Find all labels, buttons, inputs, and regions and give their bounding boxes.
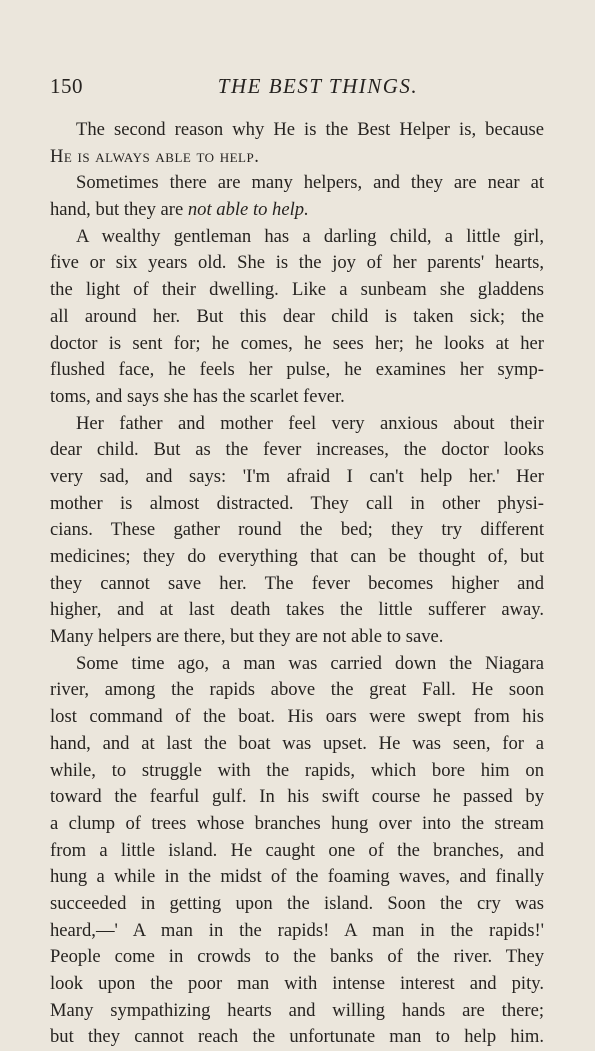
text-fragment: hand, but they are [50,199,184,221]
text-line: He is always able to help. [50,145,260,167]
text-line: the light of their dwelling. Like a sunbeam she gladdens [50,279,544,301]
text-line: look upon the poor man with intense interest and pity. [50,973,544,994]
running-title: THE BEST THINGS. [217,74,419,98]
text-line: higher, and at last death takes the little sufferer away. [50,599,544,621]
text-line: all around her. But this dear child is taken sick; the [50,305,544,327]
text-line: medicines; they do everything that can be thought of, but [50,546,544,567]
text-line: five or six years old. She is the joy of her parents' hearts, [50,252,544,274]
page-header [50,70,545,102]
paragraph [50,651,544,1051]
text-line: doctor is sent for; he comes, he sees her; he looks at her [50,332,544,354]
paragraph [50,170,544,223]
text-line: toward the fearful gulf. In his swift course he passed by [50,786,544,808]
body-text [50,117,544,1051]
text-line: flushed face, he feels her pulse, he examines her symp- [50,359,544,381]
text-line: mother is almost distracted. They call in other physi- [50,492,544,514]
text-line: Some time ago, a man was carried down the Niagara [76,652,544,674]
paragraph [50,117,544,170]
text-line: hand, and at last the boat was upset. He was seen, for a [50,732,544,754]
text-line: heard,—' A man in the rapids! A man in the rapids!' [50,919,544,941]
text-line: Many sympathizing hearts and willing hands are there; [50,999,544,1021]
text-line: People come in crowds to the banks of the river. They [50,946,544,968]
text-line: A wealthy gentleman has a darling child, a little girl, [76,225,544,247]
text-line: from a little island. He caught one of the branches, and [50,839,544,861]
text-line: succeeded in getting upon the island. Soon the cry was [50,892,544,914]
paragraph [50,411,544,651]
paragraph [50,224,544,411]
text-line [50,197,544,224]
text-line: while, to struggle with the rapids, which bore him on [50,759,544,781]
text-line: very sad, and says: 'I'm afraid I can't help her.' Her [50,465,544,487]
text-line: they cannot save her. The fever becomes higher and [50,572,544,594]
text-line: Sometimes there are many helpers, and they are near at [76,172,544,194]
text-line: river, among the rapids above the great Fall. He soon [50,679,544,701]
text-line: dear child. But as the fever increases, the doctor looks [50,439,544,461]
page-number: 150 [50,74,83,98]
italic-phrase: not able to help. [187,199,309,221]
text-line: toms, and says she has the scarlet fever. [50,385,345,407]
text-line: hung a while in the midst of the foaming waves, and finally [50,866,544,888]
text-line: The second reason why He is the Best Helper is, because [76,119,544,140]
text-line: Her father and mother feel very anxious about their [76,412,544,434]
text-line: cians. These gather round the bed; they try different [50,519,544,541]
text-line: but they cannot reach the unfortunate man to help him. [50,1026,544,1048]
text-line: Many helpers are there, but they are not able to save. [50,626,444,648]
text-line: lost command of the boat. His oars were swept from his [50,706,544,728]
text-line: a clump of trees whose branches hung over into the stream [50,812,544,834]
